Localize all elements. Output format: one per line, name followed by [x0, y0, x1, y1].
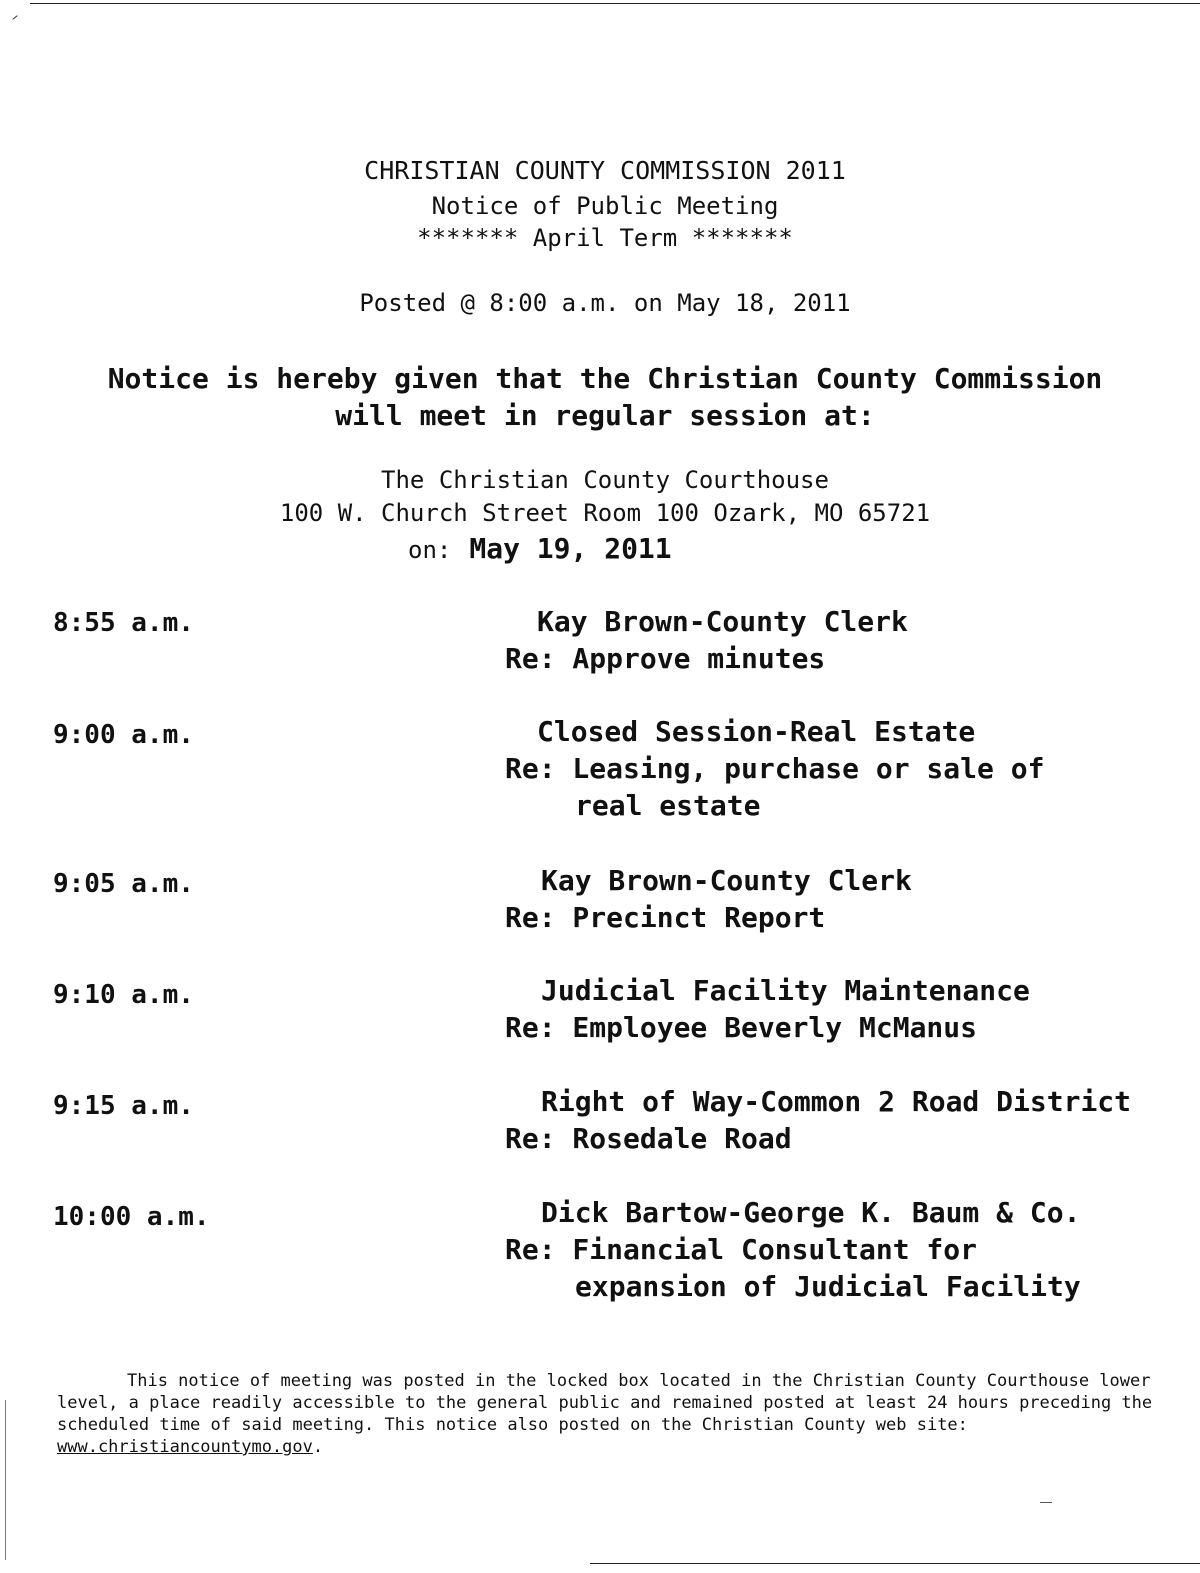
- agenda-time: 10:00 a.m.: [53, 1202, 210, 1232]
- agenda-item: [505, 972, 1185, 1046]
- posting-statement-text: This notice of meeting was posted in the locked box located in the Christian County Courthouse lower level, a place readily accessible to the general public and remained posted at least 24 hours preceding the scheduled time of said meeting. This notice also posted on the Christian County web site:: [57, 1371, 1153, 1435]
- agenda-time: 8:55 a.m.: [53, 608, 194, 638]
- agenda-time: 9:10 a.m.: [53, 980, 194, 1010]
- posted-time: Posted @ 8:00 a.m. on May 18, 2011: [359, 289, 851, 317]
- agenda-item: [505, 862, 1185, 936]
- document-title: CHRISTIAN COUNTY COMMISSION 2011: [364, 156, 846, 185]
- posting-statement-end: .: [312, 1437, 324, 1457]
- agenda-item-re: Re: Precinct Report: [505, 901, 826, 934]
- meeting-date: May 19, 2011: [469, 532, 672, 565]
- agenda-item-name: Closed Session-Real Estate: [537, 715, 976, 748]
- notice-line-1: Notice is hereby given that the Christian County Commission: [107, 362, 1103, 395]
- notice-line-2: will meet in regular session at:: [335, 399, 875, 432]
- agenda-item-name: Judicial Facility Maintenance: [541, 974, 1030, 1007]
- agenda-item-name: Right of Way-Common 2 Road District: [541, 1085, 1132, 1118]
- venue-name: The Christian County Courthouse: [381, 466, 829, 494]
- agenda-item: [505, 603, 1185, 677]
- agenda-item-re: Re: Leasing, purchase or sale of: [505, 752, 1045, 785]
- venue-address: 100 W. Church Street Room 100 Ozark, MO 65721: [279, 499, 931, 527]
- agenda-item-re: Re: Employee Beverly McManus: [505, 1011, 978, 1044]
- agenda-item-re: Re: Approve minutes: [505, 642, 826, 675]
- agenda-item-re: Re: Financial Consultant for: [505, 1233, 978, 1266]
- scan-edge-top: [30, 3, 1200, 4]
- agenda-item-re-continued: real estate: [575, 789, 761, 822]
- agenda-time: 9:05 a.m.: [53, 869, 194, 899]
- agenda-item: [505, 1083, 1185, 1157]
- notice-statement: [0, 360, 1200, 434]
- posting-statement: [57, 1370, 1167, 1458]
- agenda-item: [505, 713, 1185, 824]
- agenda-item: [505, 1194, 1185, 1305]
- agenda-item-re-continued: expansion of Judicial Facility: [575, 1270, 1081, 1303]
- agenda-item-re: Re: Rosedale Road: [505, 1122, 792, 1155]
- agenda-item-name: Dick Bartow-George K. Baum & Co.: [541, 1196, 1081, 1229]
- agenda-item-name: Kay Brown-County Clerk: [541, 864, 912, 897]
- agenda-time: 9:15 a.m.: [53, 1091, 194, 1121]
- document-subtitle: Notice of Public Meeting: [431, 192, 779, 220]
- venue-block: [0, 464, 1200, 530]
- county-website-link[interactable]: www.christiancountymo.gov: [57, 1437, 313, 1457]
- meeting-date-line: [408, 532, 672, 565]
- scan-mark: [1040, 1502, 1052, 1503]
- agenda-item-name: Kay Brown-County Clerk: [537, 605, 908, 638]
- on-label: on:: [408, 536, 452, 564]
- term-label: ******* April Term *******: [417, 224, 793, 252]
- agenda-time: 9:00 a.m.: [53, 720, 194, 750]
- scan-mark: [12, 15, 17, 20]
- scan-edge-left: [5, 1400, 6, 1560]
- scan-edge-bottom: [590, 1563, 1200, 1564]
